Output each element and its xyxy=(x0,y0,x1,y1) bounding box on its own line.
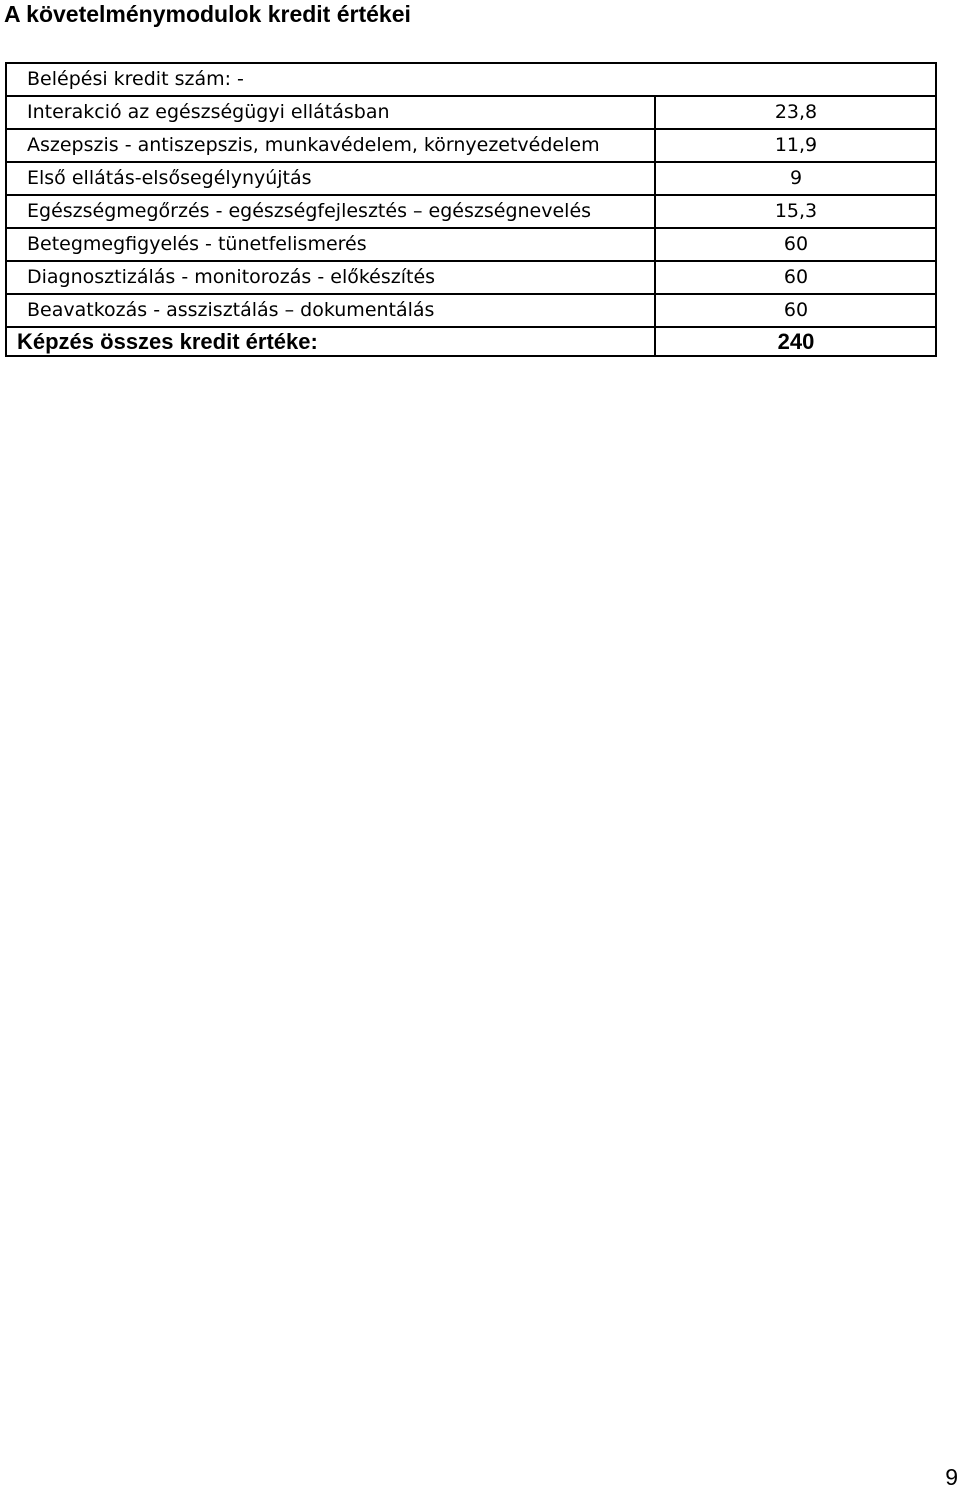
module-name: Interakció az egészségügyi ellátásban xyxy=(6,96,655,129)
module-credit: 11,9 xyxy=(774,134,818,156)
module-credit: 60 xyxy=(783,299,809,321)
page-number: 9 xyxy=(945,1464,958,1490)
total-value: 240 xyxy=(777,329,815,354)
page-title: A követelménymodulok kredit értékei xyxy=(4,1,411,27)
table-row xyxy=(6,261,936,294)
module-credit: 9 xyxy=(789,167,803,189)
table-row xyxy=(6,96,936,129)
total-label: Képzés összes kredit értéke: xyxy=(6,327,655,356)
module-credit: 60 xyxy=(783,266,809,288)
module-name: Első ellátás-elsősegélynyújtás xyxy=(6,162,655,195)
total-row xyxy=(6,327,936,356)
module-name: Betegmegfigyelés - tünetfelismerés xyxy=(6,228,655,261)
module-credit: 60 xyxy=(783,233,809,255)
module-name: Beavatkozás - asszisztálás – dokumentálás xyxy=(6,294,655,327)
module-name: Diagnosztizálás - monitorozás - előkészítés xyxy=(6,261,655,294)
intro-row xyxy=(6,63,936,96)
module-name: Aszepszis - antiszepszis, munkavédelem, környezetvédelem xyxy=(6,129,655,162)
module-name: Egészségmegőrzés - egészségfejlesztés – egészségnevelés xyxy=(6,195,655,228)
table-row xyxy=(6,195,936,228)
module-credit: 15,3 xyxy=(774,200,818,222)
table-row xyxy=(6,294,936,327)
table-row xyxy=(6,129,936,162)
table-row xyxy=(6,228,936,261)
intro-text: Belépési kredit szám: - xyxy=(6,63,936,96)
table-row xyxy=(6,162,936,195)
module-credit: 23,8 xyxy=(774,101,818,123)
credit-table xyxy=(5,62,937,357)
